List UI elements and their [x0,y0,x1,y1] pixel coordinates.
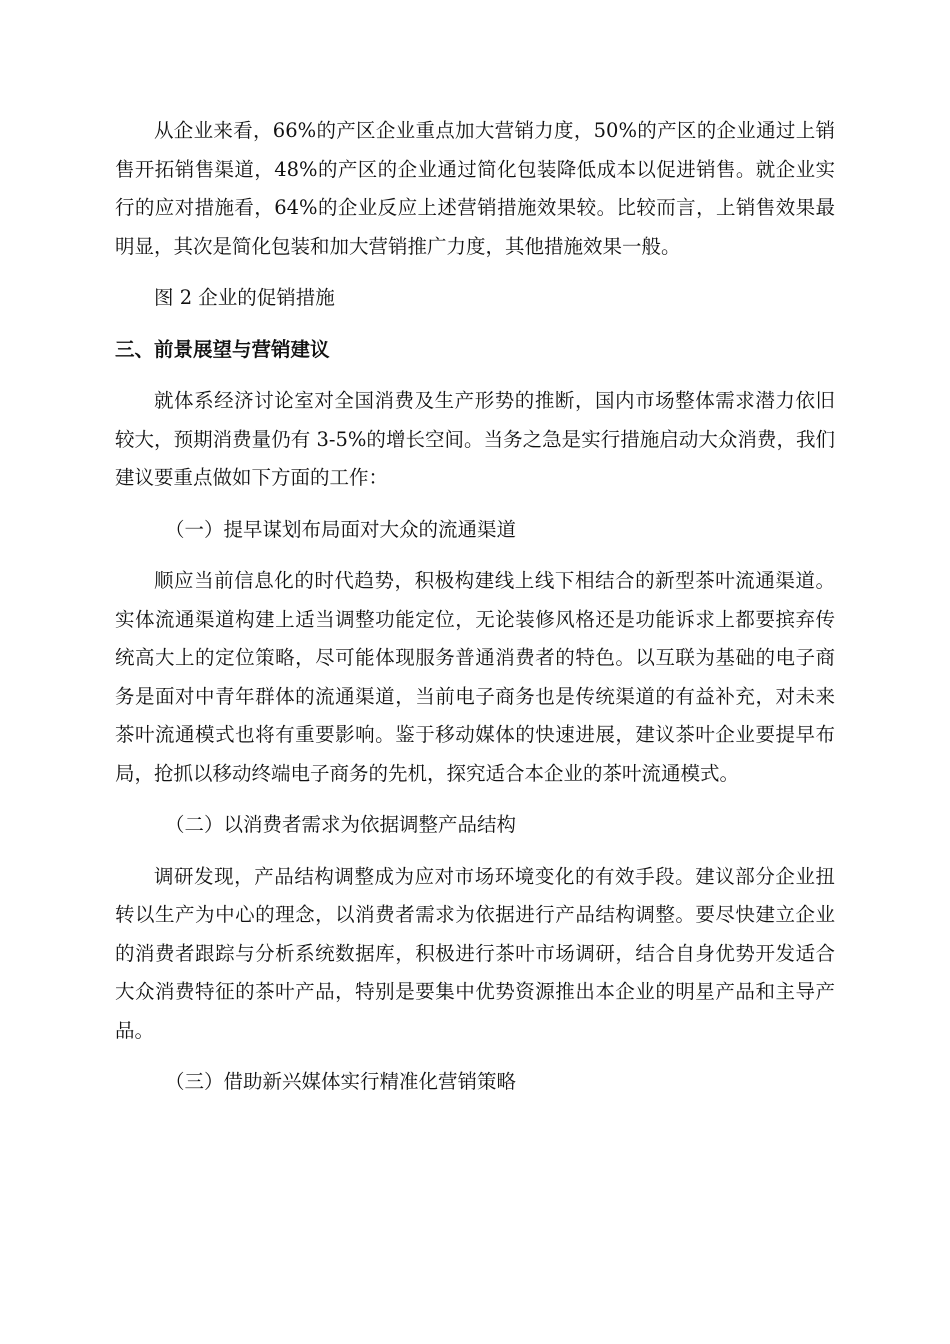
paragraph-market-outlook: 就体系经济讨论室对全国消费及生产形势的推断，国内市场整体需求潜力依旧较大，预期消费量仍有 3-5%的增长空间。当务之急是实行措施启动大众消费，我们建议要重点做如下方面的工作： [115,389,835,489]
subheading-2: （二）以消费者需求为依据调整产品结构 [165,813,517,836]
section-heading-3: 三、前景展望与营销建议 [115,337,330,361]
paragraph-channels: 顺应当前信息化的时代趋势，积极构建线上线下相结合的新型茶叶流通渠道。实体流通渠道构建上适当调整功能定位，无论装修风格还是功能诉求上都要摈弃传统高大上的定位策略，尽可能体现服务普通消费者的特色。以互联为基础的电子商务是面对中青年群体的流通渠道，当前电子商务也是传统渠道的有益补充，对未来茶叶流通模式也将有重要影响。鉴于移动媒体的快速进展，建议茶叶企业要提早布局，抢抓以移动终端电子商务的先机，探究适合本企业的茶叶流通模式。 [115,569,835,785]
paragraph-enterprise-measures: 从企业来看，66%的产区企业重点加大营销力度，50%的产区的企业通过上销售开拓销售渠道，48%的产区的企业通过简化包装降低成本以促进销售。就企业实行的应对措施看，64%的企业反应上述营销措施效果较。比较而言，上销售效果最明显，其次是简化包装和加大营销推广力度，其他措施效果一般。 [115,119,835,258]
subheading-3: （三）借助新兴媒体实行精准化营销策略 [165,1070,517,1093]
paragraph-product-structure: 调研发现，产品结构调整成为应对市场环境变化的有效手段。建议部分企业扭转以生产为中心的理念，以消费者需求为依据进行产品结构调整。要尽快建立企业的消费者跟踪与分析系统数据库，积极进行茶叶市场调研，结合自身优势开发适合大众消费特征的茶叶产品，特别是要集中优势资源推出本企业的明星产品和主导产品。 [115,864,835,1042]
subheading-1: （一）提早谋划布局面对大众的流通渠道 [165,517,517,541]
document-page [115,112,835,1102]
figure-caption: 图 2 企业的促销措施 [154,286,335,309]
